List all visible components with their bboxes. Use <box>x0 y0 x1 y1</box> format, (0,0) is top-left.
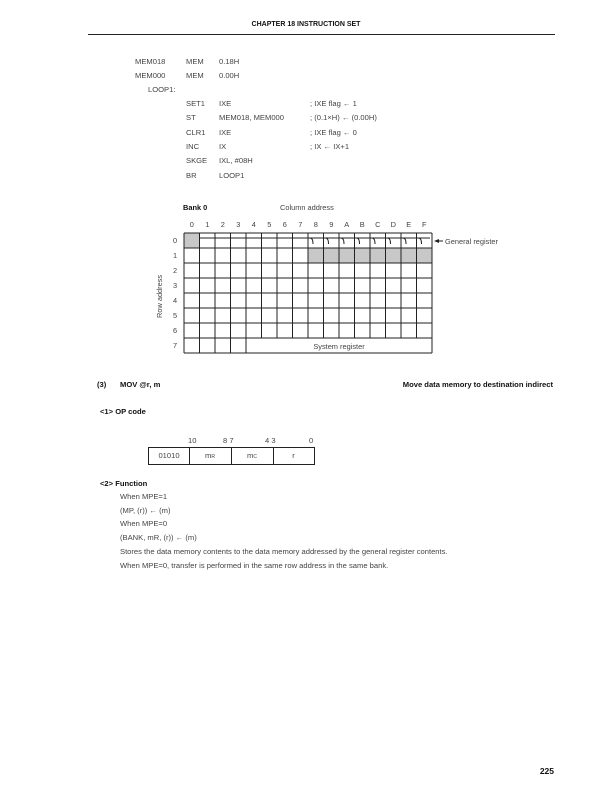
curved-arrow-icon <box>310 238 313 244</box>
column-label: F <box>421 220 427 229</box>
arrowhead-icon <box>434 239 439 243</box>
column-label: 0 <box>189 220 194 229</box>
row-label: 3 <box>172 281 178 290</box>
column-address-title: Column address <box>280 203 334 212</box>
code-label: MEM018 <box>135 57 166 66</box>
opcode-field-r: r <box>273 447 315 465</box>
row-label: 6 <box>172 326 178 335</box>
column-label: 9 <box>329 220 334 229</box>
code-type: MEM <box>186 71 204 80</box>
code-arg: IXE <box>219 99 232 108</box>
code-op: ST <box>186 113 196 123</box>
column-label: A <box>344 220 350 229</box>
code-comment: ; IX ← IX+1 <box>310 141 350 151</box>
code-arg: LOOP1 <box>219 170 245 180</box>
function-line: (BANK, mR, (r)) ← (m) <box>120 533 197 543</box>
column-label: 8 <box>313 220 318 229</box>
column-label: 7 <box>298 220 303 229</box>
opcode-field-mr: mR <box>189 447 232 465</box>
code-value: 0.18H <box>219 57 240 66</box>
instruction-description: Move data memory to destination indirect <box>402 380 553 389</box>
column-label: 3 <box>236 220 241 229</box>
function-line: When MPE=0, transfer is performed in the same row address in the same bank. <box>120 560 389 570</box>
code-arg: IXL, #08H <box>219 156 253 166</box>
bit-label: 10 <box>188 436 197 445</box>
code-arg: IX <box>219 141 227 151</box>
bank-label: Bank 0 <box>183 203 208 212</box>
general-register-label: General register <box>445 237 498 246</box>
opcode-heading: <1> OP code <box>100 407 146 416</box>
system-register-label: System register <box>313 342 365 351</box>
code-comment: ; IXE flag ← 0 <box>310 127 357 137</box>
row-label: 5 <box>172 311 178 320</box>
loop-label: LOOP1: <box>148 85 176 94</box>
opcode-field-mc: mC <box>231 447 274 465</box>
column-label: B <box>359 220 365 229</box>
bit-label: 8 7 <box>223 436 234 445</box>
code-comment: ; IXE flag ← 1 <box>310 99 357 108</box>
code-op: CLR1 <box>186 127 206 137</box>
row-label: 0 <box>172 236 178 245</box>
curved-arrow-icon <box>372 238 375 244</box>
opcode-field-fixed: 01010 <box>148 447 190 465</box>
row-label: 4 <box>172 296 178 305</box>
code-op: SKGE <box>186 156 208 166</box>
function-heading: <2> Function <box>100 479 148 488</box>
code-op: INC <box>186 141 200 151</box>
column-label: 5 <box>267 220 272 229</box>
function-line: (MP, (r)) ← (m) <box>120 505 171 515</box>
function-line: When MPE=1 <box>120 492 168 501</box>
code-op: BR <box>186 170 197 180</box>
curved-arrow-icon <box>388 238 391 244</box>
code-arg: MEM018, MEM000 <box>219 113 284 123</box>
column-label: 1 <box>205 220 210 229</box>
code-op: SET1 <box>186 99 205 108</box>
shaded-cell <box>184 233 200 248</box>
row-address-title: Row address <box>155 274 164 318</box>
curved-arrow-icon <box>326 238 329 244</box>
curved-arrow-icon <box>341 238 344 244</box>
row-label: 2 <box>172 266 178 275</box>
code-type: MEM <box>186 57 204 66</box>
column-label: C <box>375 220 381 229</box>
curved-arrow-icon <box>403 238 406 244</box>
code-comment: ; (0.1×H) ← (0.00H) <box>310 113 377 123</box>
column-label: 4 <box>251 220 256 229</box>
row-label: 1 <box>172 251 178 260</box>
curved-arrow-icon <box>419 238 422 244</box>
code-arg: IXE <box>219 127 232 137</box>
function-line: When MPE=0 <box>120 519 168 529</box>
code-value: 0.00H <box>219 71 240 80</box>
function-line: Stores the data memory contents to the data memory addressed by the general register contents. <box>120 546 448 556</box>
bit-label: 4 3 <box>265 436 276 445</box>
bit-label: 0 <box>309 436 314 445</box>
column-label: 6 <box>282 220 287 229</box>
code-label: MEM000 <box>135 71 166 80</box>
page-number: 225 <box>539 766 554 776</box>
curved-arrow-icon <box>357 238 360 244</box>
row-label: 7 <box>172 341 178 350</box>
column-label: D <box>390 220 396 229</box>
column-label: E <box>406 220 412 229</box>
section-number: (3) <box>97 380 107 389</box>
instruction-mnemonic: MOV @r, m <box>120 380 161 389</box>
column-label: 2 <box>220 220 225 229</box>
chapter-header: CHAPTER 18 INSTRUCTION SET <box>251 21 361 28</box>
